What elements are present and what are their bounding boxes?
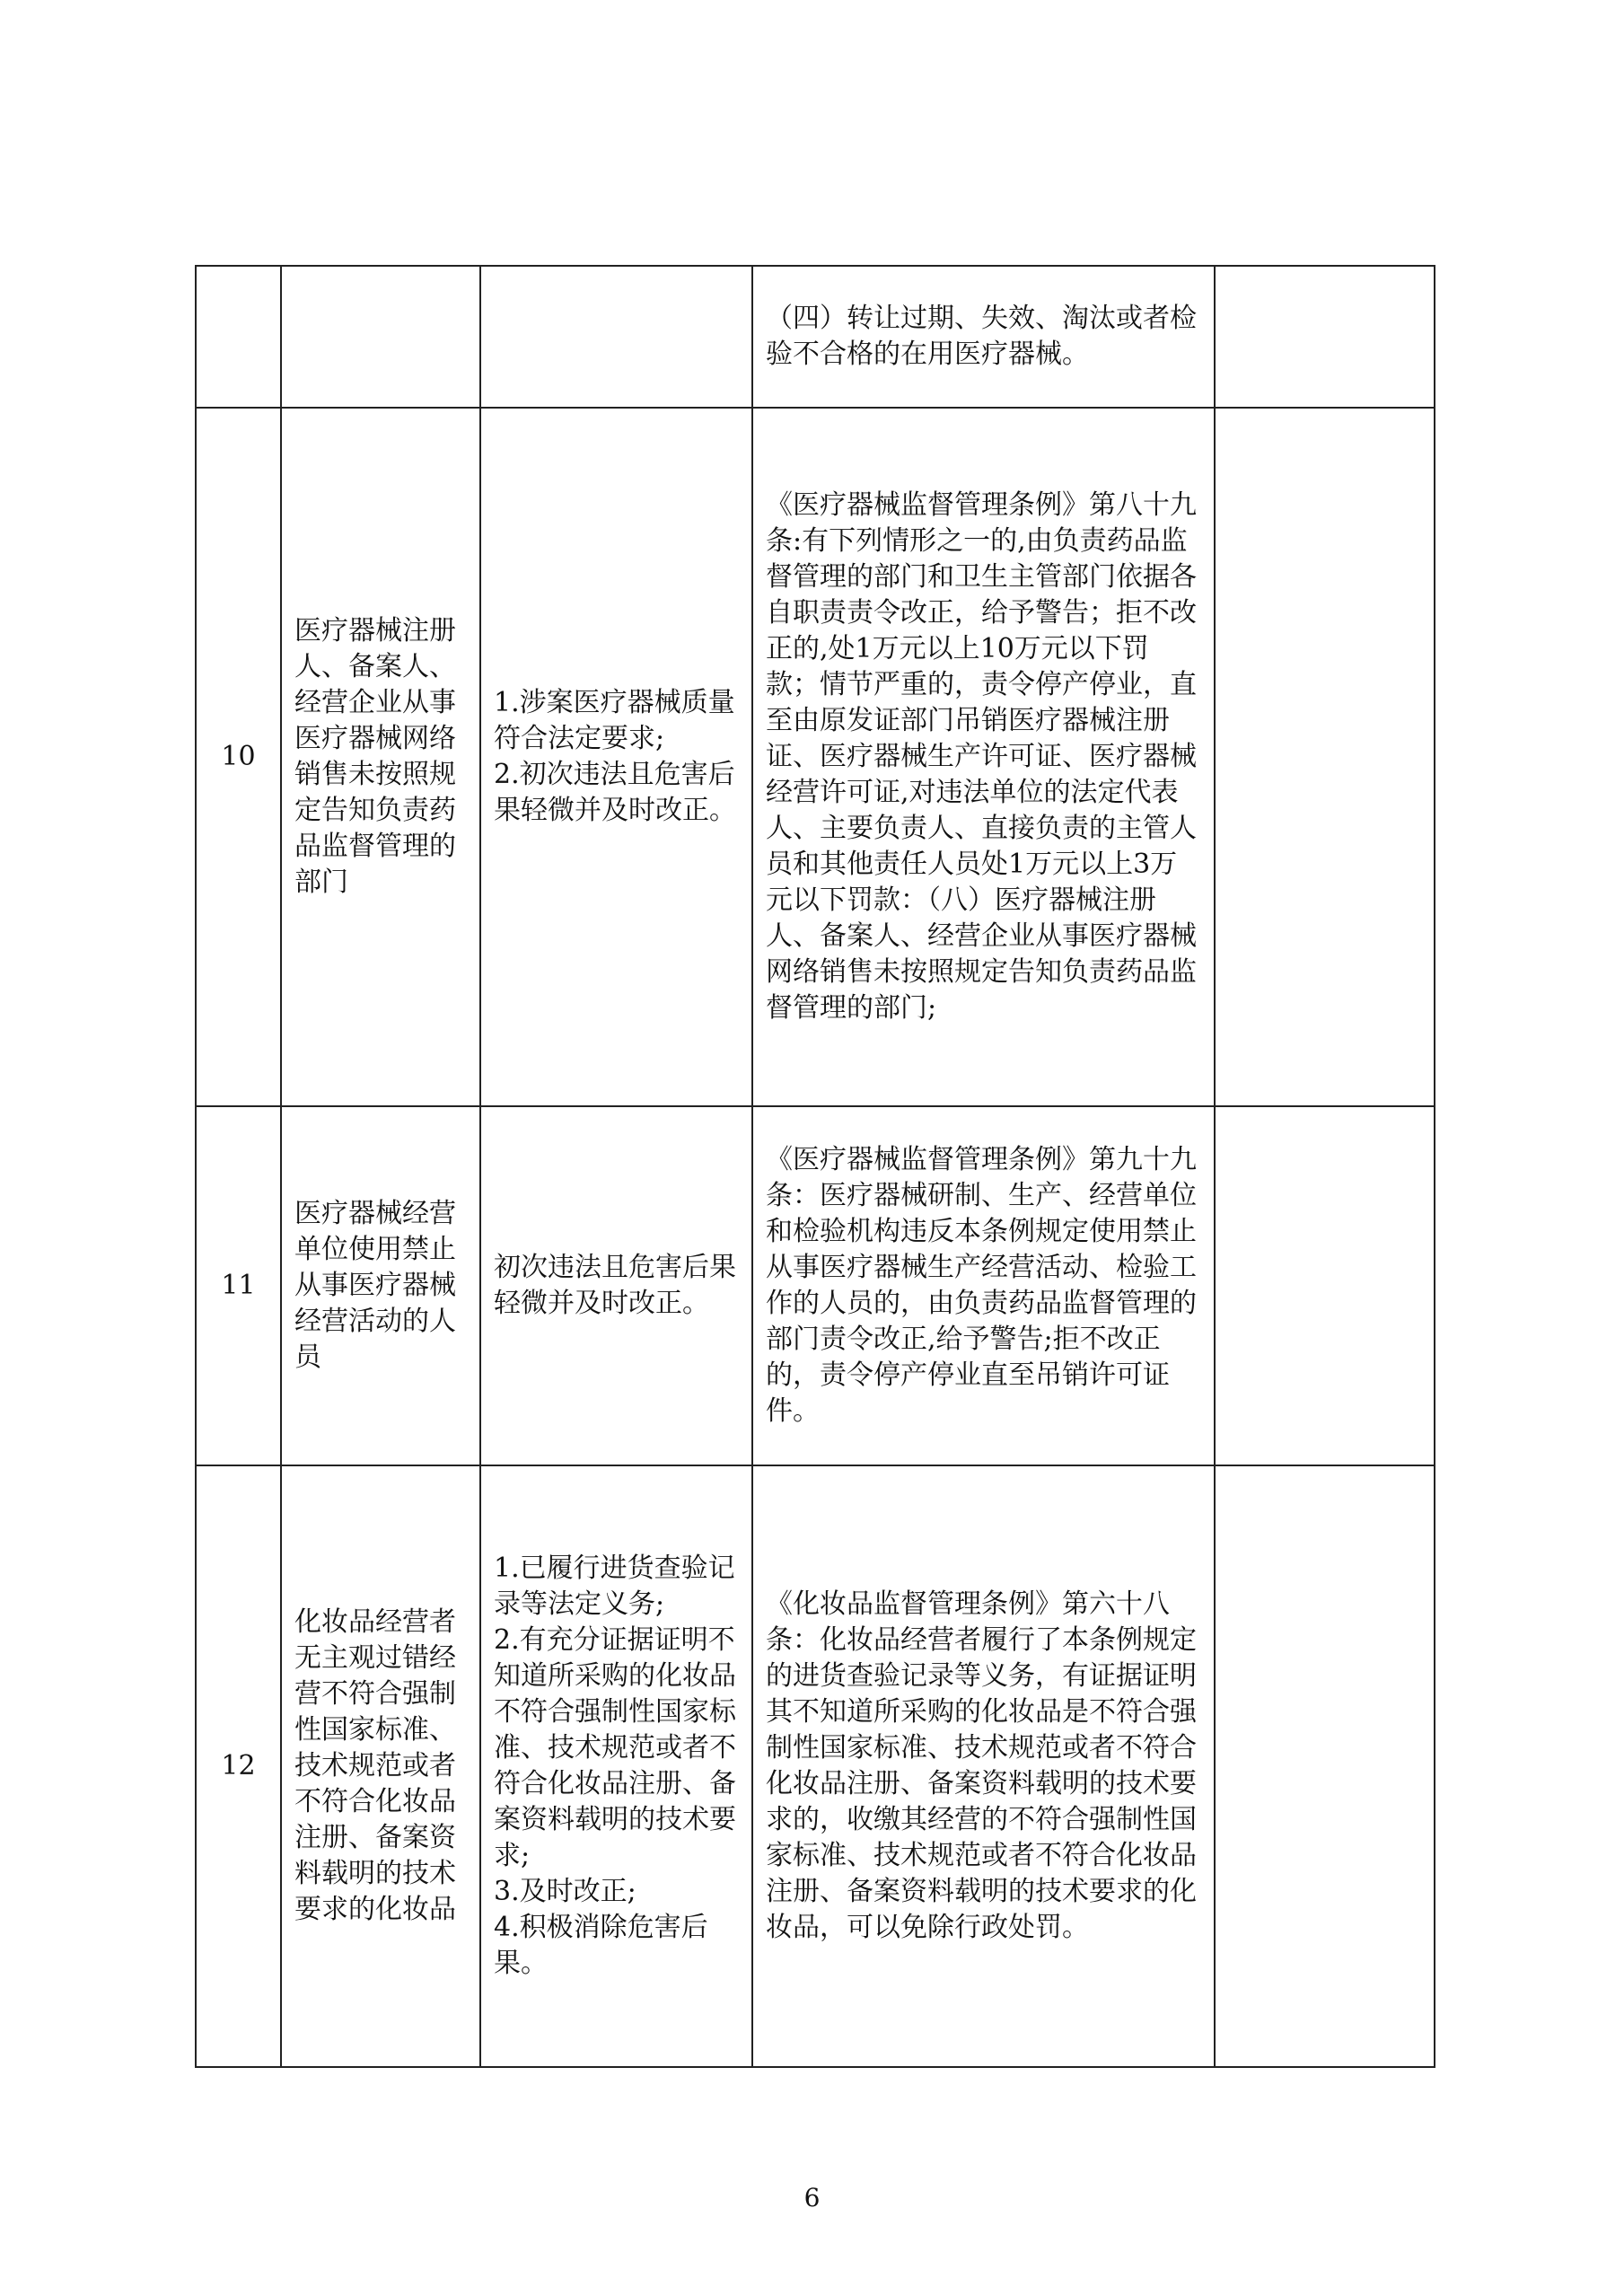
condition-item: 2.初次违法且危害后果轻微并及时改正。 [494,759,736,826]
violation-cell: 化妆品经营者无主观过错经营不符合强制性国家标准、技术规范或者不符合化妆品注册、备案资料载明的技术要求的化妆品 [281,1465,480,2067]
remark-cell [1215,408,1435,1106]
page-number: 6 [803,2183,821,2212]
remark-cell [1215,266,1435,408]
condition-cell [480,266,752,408]
legal-basis-cell: （四）转让过期、失效、淘汰或者检验不合格的在用医疗器械。 [752,266,1215,408]
table-row [196,1465,1435,2067]
row-number-cell: 11 [196,1106,281,1465]
violation-cell: 医疗器械注册人、备案人、经营企业从事医疗器械网络销售未按照规定告知负责药品监督管理的部门 [281,408,480,1106]
condition-item: 1.涉案医疗器械质量符合法定要求; [494,687,735,754]
table-row [196,266,1435,408]
condition-item: 4.积极消除危害后果。 [494,1912,708,1979]
table-row [196,408,1435,1106]
remark-cell [1215,1465,1435,2067]
violation-cell: 医疗器械经营单位使用禁止从事医疗器械经营活动的人员 [281,1106,480,1465]
row-number-cell [196,266,281,408]
condition-cell [480,1106,752,1465]
row-number-cell: 12 [196,1465,281,2067]
table-row [196,1106,1435,1465]
condition-item: 1.已履行进货查验记录等法定义务; [494,1553,735,1620]
penalty-exemption-table [195,265,1435,2068]
remark-cell [1215,1106,1435,1465]
row-number-cell: 10 [196,408,281,1106]
condition-item: 2.有充分证据证明不知道所采购的化妆品不符合强制性国家标准、技术规范或者不符合化妆品注册、备案资料载明的技术要求; [494,1624,736,1871]
condition-item: 初次违法且危害后果轻微并及时改正。 [494,1252,736,1319]
legal-basis-cell: 《医疗器械监督管理条例》第八十九条:有下列情形之一的,由负责药品监督管理的部门和卫生主管部门依据各自职责责令改正，给予警告；拒不改正的,处1万元以上10万元以下罚款；情节严重的，责令停产停业，直至由原发证部门吊销医疗器械注册证、医疗器械生产许可证、医疗器械经营许可证,对违法单位的法定代表人、主要负责人、直接负责的主管人员和其他责任人员处1万元以上3万元以下罚款：（八）医疗器械注册人、备案人、经营企业从事医疗器械网络销售未按照规定告知负责药品监督管理的部门; [752,408,1215,1106]
condition-item: 3.及时改正; [494,1876,636,1907]
legal-basis-cell: 《医疗器械监督管理条例》第九十九条：医疗器械研制、生产、经营单位和检验机构违反本条例规定使用禁止从事医疗器械生产经营活动、检验工作的人员的，由负责药品监督管理的部门责令改正,给予警告;拒不改正的，责令停产停业直至吊销许可证件。 [752,1106,1215,1465]
legal-basis-cell: 《化妆品监督管理条例》第六十八条：化妆品经营者履行了本条例规定的进货查验记录等义务，有证据证明其不知道所采购的化妆品是不符合强制性国家标准、技术规范或者不符合化妆品注册、备案资料载明的技术要求的，收缴其经营的不符合强制性国家标准、技术规范或者不符合化妆品注册、备案资料载明的技术要求的化妆品，可以免除行政处罚。 [752,1465,1215,2067]
violation-cell [281,266,480,408]
condition-cell [480,1465,752,2067]
condition-cell [480,408,752,1106]
